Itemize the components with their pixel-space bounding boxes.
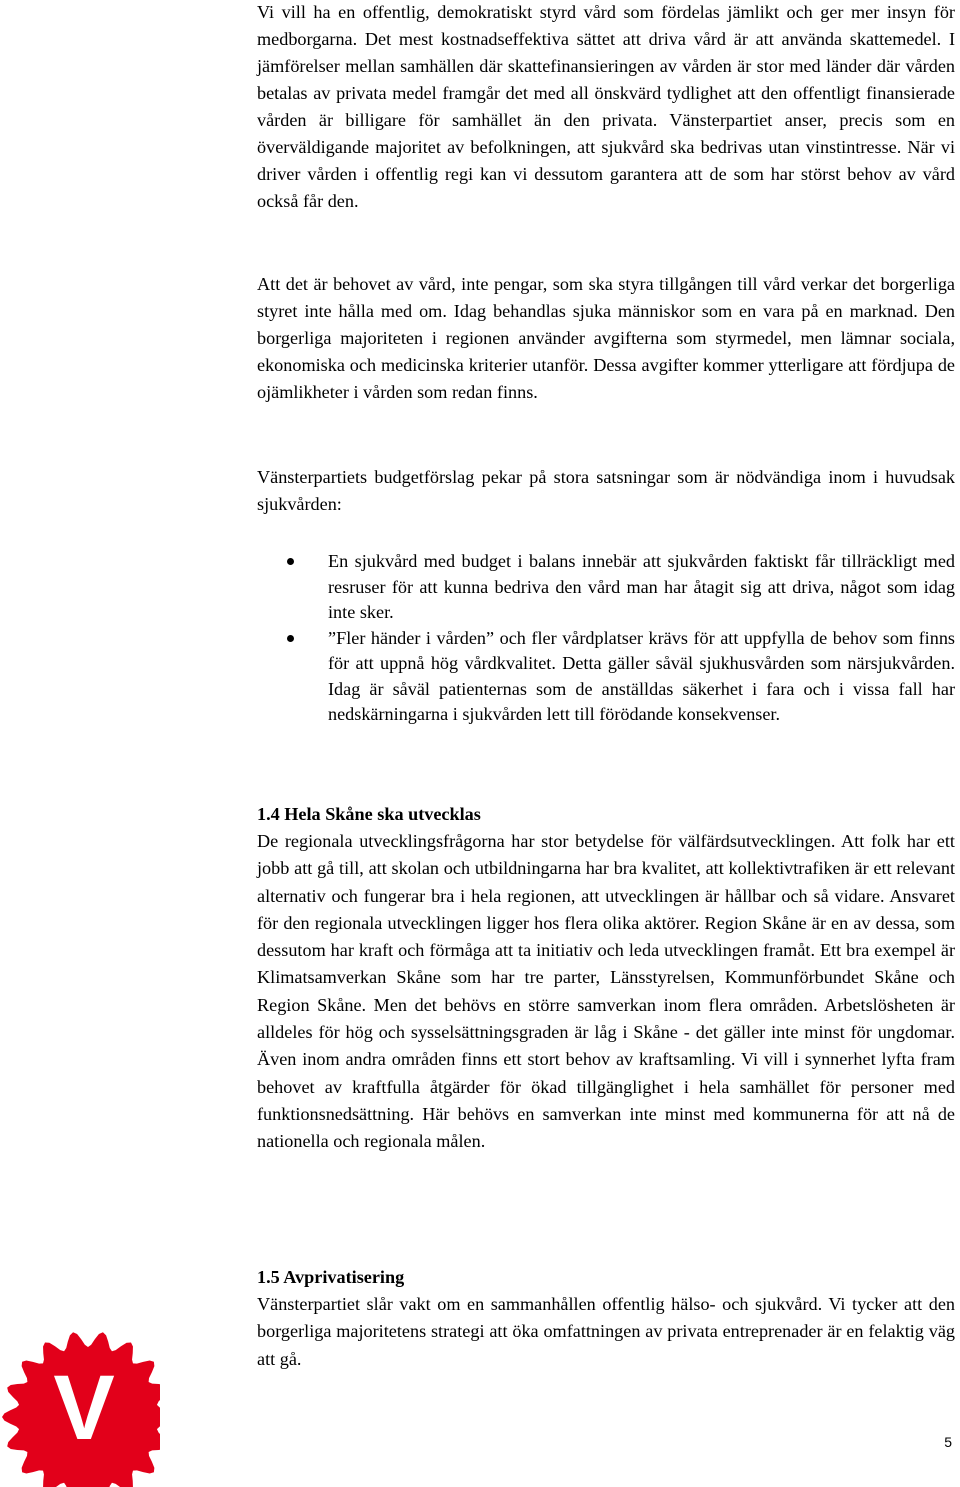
section-1-4 <box>257 801 955 1156</box>
bullet-icon <box>287 558 294 565</box>
bullet-text: En sjukvård med budget i balans innebär att sjukvården faktiskt får tillräckligt med resruser för att kunna bedriva den vård man har åtagit sig att driva, något som idag inte sker. <box>328 551 955 622</box>
section-body: De regionala utvecklingsfrågorna har stor betydelse för välfärdsutvecklingen. Att folk har ett jobb att gå till, att skolan och utbildningarna har bra kvalitet, att kollektivtrafiken är ett relevant alternativ och fungerar bra i hela regionen, att utvecklingen är hållbar och så vidare. Ansvaret för den regionala utvecklingen ligger hos flera olika aktörer. Region Skåne är en av dessa, som dessutom har kraft och förmåga att ta initiativ och leda utvecklingen framåt. Ett bra exempel är Klimatsamverkan Skåne som har tre parter, Länsstyrelsen, Kommunförbundet Skåne och Region Skåne. Men det behövs en större samverkan inom flera områden. Arbetslösheten är alldeles för hög och sysselsättningsgraden är låg i Skåne - det gäller inte minst för ungdomar. Även inom andra områden finns ett stort behov av kraftsamling. Vi vill i synnerhet lyfta fram behovet av kraftfulla åtgärder för ökad tillgänglighet i hela samhället för personer med funktionsnedsättning. Här behövs en samverkan inte minst med kommunerna för att nå de nationella och regionala målen. <box>257 831 955 1152</box>
section-heading: 1.5 Avprivatisering <box>257 1267 405 1287</box>
logo-letter: V <box>53 1357 115 1459</box>
bullet-icon <box>287 635 294 642</box>
intro-paragraph-3: Vänsterpartiets budgetförslag pekar på stora satsningar som är nödvändiga inom i huvudsak sjukvården: <box>257 467 955 514</box>
section-1-5 <box>257 1264 955 1373</box>
intro-paragraph-1: Vi vill ha en offentlig, demokratiskt styrd vård som fördelas jämlikt och ger mer insyn för medborgarna. Det mest kostnadseffektiva sättet att driva vård är att använda skattemedel. I jämförelser mellan samhällen där skattefinansieringen av vården är stor med länder där vården betalas av privata medel framgår det med all önskvärd tydlighet att den offentligt finansierade vården är billigare för samhället än den privata. Vänsterpartiet anser, precis som en överväldigande majoritet av befolkningen, att sjukvård ska bedrivas utan vinstintresse. När vi driver vården i offentlig regi kan vi dessutom garantera att de som har störst behov av vård också får den. <box>257 2 955 211</box>
bullet-list <box>257 549 955 728</box>
list-item <box>257 549 955 626</box>
section-body: Vänsterpartiet slår vakt om en sammanhållen offentlig hälso- och sjukvård. Vi tycker att den borgerliga majoritetens strategi att öka omfattningen av privata entreprenader är en felaktig väg att gå. <box>257 1294 955 1369</box>
list-item <box>257 626 955 728</box>
intro-paragraph-2: Att det är behovet av vård, inte pengar, som ska styra tillgången till vård verkar det borgerliga styret inte hålla med om. Idag behandlas sjuka människor som en vara på en marknad. Den borgerliga majoriteten i regionen använder avgifterna som styrmedel, men lämnar sociala, ekonomiska och medicinska kriterier utanför. Dessa avgifter kommer ytterligare att fördjupa de ojämlikheter i vården som redan finns. <box>257 274 955 402</box>
section-heading: 1.4 Hela Skåne ska utvecklas <box>257 804 481 824</box>
vansterpartiet-logo-icon <box>0 1325 160 1487</box>
bullet-text: ”Fler händer i vården” och fler vårdplatser krävs för att uppfylla de behov som finns för att uppnå hög vårdkvalitet. Detta gäller såväl sjukhusvården som närsjukvården. Idag är såväl patienternas som de anställdas säkerhet i fara och i vissa fall har nedskärningarna i sjukvården lett till förödande konsekvenser. <box>328 627 955 724</box>
page-number: 5 <box>944 1434 952 1450</box>
